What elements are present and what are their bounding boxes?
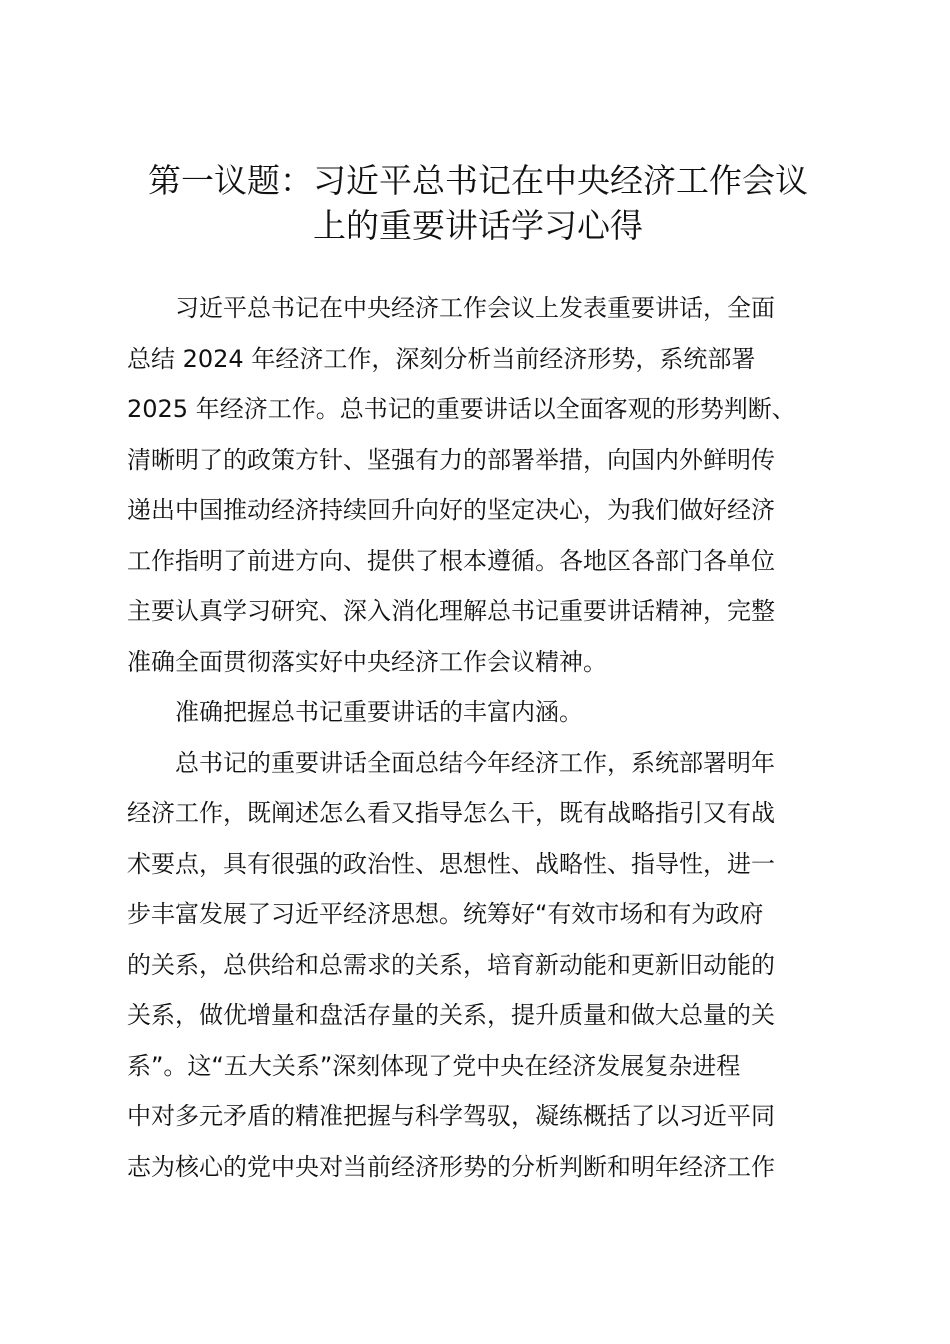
paragraph-line: 经济工作，既阐述怎么看又指导怎么干，既有战略指引又有战 [127,799,775,827]
title-line-1: 第一议题：习近平总书记在中央经济工作会议 [148,161,808,200]
paragraph-line: 总结 2024 年经济工作，深刻分析当前经济形势，系统部署 [127,344,756,373]
paragraph-line: 关系，做优增量和盘活存量的关系，提升质量和做大总量的关 [127,1001,775,1029]
paragraph-line: 步丰富发展了习近平经济思想。统筹好“有效市场和有为政府 [127,900,764,928]
paragraph-line: 习近平总书记在中央经济工作会议上发表重要讲话，全面 [175,294,775,322]
paragraph-line: 术要点，具有很强的政治性、思想性、战略性、指导性，进一 [127,849,775,878]
paragraph-line: 中对多元矛盾的精准把握与科学驾驭，凝练概括了以习近平同 [127,1102,775,1130]
paragraph-3 [127,738,837,1193]
paragraph-1 [127,283,837,687]
paragraph-line: 2025 年经济工作。总书记的重要讲话以全面客观的形势判断、 [127,395,796,423]
paragraph-line: 系”。这“五大关系”深刻体现了党中央在经济发展复杂进程 [127,1051,741,1080]
document-title [120,158,836,248]
paragraph-line: 准确全面贯彻落实好中央经济工作会议精神。 [127,647,607,676]
paragraph-line: 清晰明了的政策方针、坚强有力的部署举措，向国内外鲜明传 [127,445,775,474]
paragraph-line: 总书记的重要讲话全面总结今年经济工作，系统部署明年 [175,748,775,777]
title-line-2: 上的重要讲话学习心得 [313,206,643,245]
paragraph-line: 递出中国推动经济持续回升向好的坚定决心，为我们做好经济 [127,496,775,524]
paragraph-line: 主要认真学习研究、深入消化理解总书记重要讲话精神，完整 [127,597,775,625]
paragraph-2-heading [127,687,837,738]
paragraph-line: 工作指明了前进方向、提供了根本遵循。各地区各部门各单位 [127,546,775,575]
paragraph-line: 志为核心的党中央对当前经济形势的分析判断和明年经济工作 [127,1152,775,1181]
paragraph-line: 准确把握总书记重要讲话的丰富内涵。 [175,698,583,726]
paragraph-line: 的关系，总供给和总需求的关系，培育新动能和更新旧动能的 [127,950,775,979]
document-body [127,283,837,1192]
